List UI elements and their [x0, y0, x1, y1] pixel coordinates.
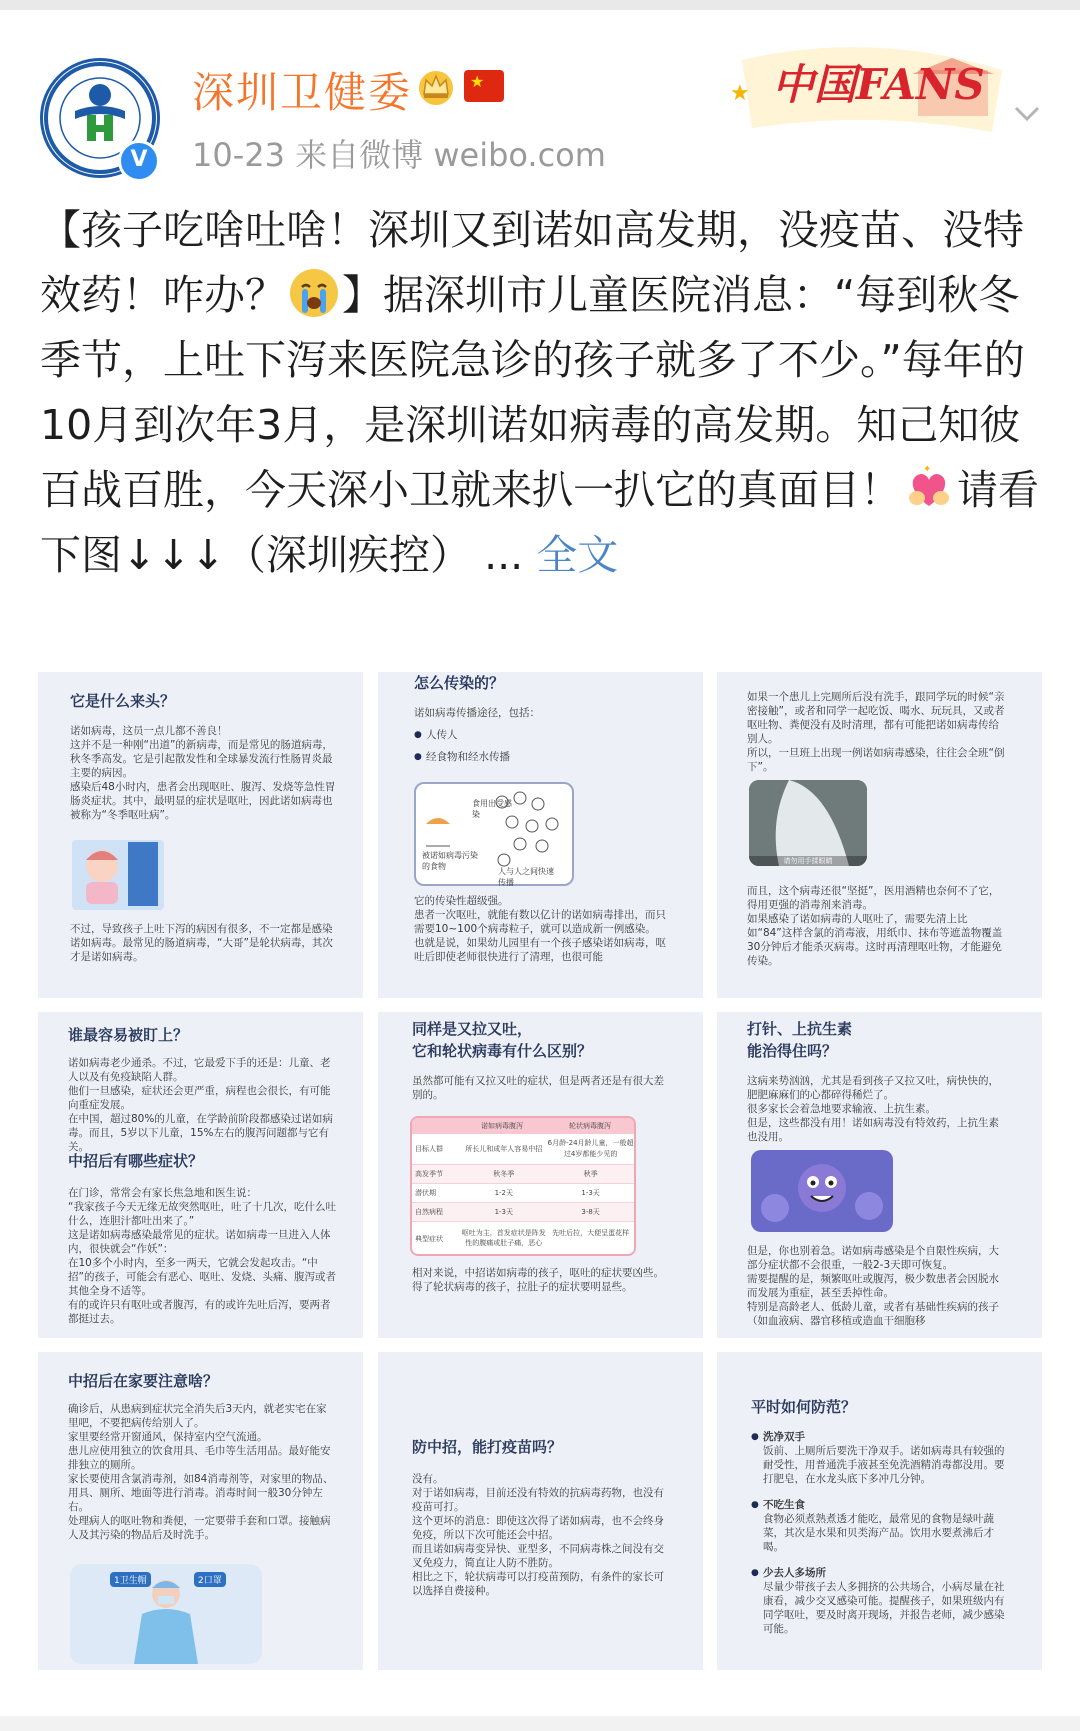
tile-text: 家里要经常开窗通风，保持室内空气流通。 — [68, 1431, 268, 1443]
table-cell: 3-8天 — [581, 1208, 600, 1216]
bottom-divider — [0, 1716, 1080, 1731]
table-cell: 秋季 — [583, 1170, 598, 1178]
tile-text: 也就是说，如果幼儿园里有一个孩子感染诺如病毒，呕吐后即使老师很快进行了清理，也很可能 — [414, 937, 666, 963]
bullet-item: ● 少去人多场所 — [751, 1566, 1009, 1580]
tile-text: 患者一次呕吐，就能有数以亿计的诺如病毒排出，而只需要10~100个病毒粒子，就可以造成新一例感染。 — [414, 909, 666, 935]
fans-badge[interactable] — [722, 40, 1012, 140]
diagram-label: 被诺如病毒污染的食物 — [422, 851, 478, 871]
doctor-figure-icon — [70, 1564, 262, 1664]
tile-body — [70, 922, 338, 964]
read-more-link[interactable]: 全文 — [536, 531, 619, 579]
table-row — [412, 1134, 634, 1165]
tile-title: 谁最容易被盯上？ — [68, 1026, 189, 1044]
post-text — [40, 198, 1040, 588]
tile-text: 而且，这个病毒还很“坚挺”，医用酒精也奈何不了它，得用更强的消毒剂来消毒。 — [747, 885, 1000, 911]
protective-gear-illustration — [70, 1564, 262, 1664]
tile-text: 确诊后，从患病到症状完全消失后3天内，就老实宅在家里吧，不要把病传给别人了。 — [68, 1403, 327, 1429]
table-header-cell: 诺如病毒腹泻 — [481, 1122, 523, 1130]
verified-badge-icon: V — [118, 140, 160, 182]
tile-text: 虽然都可能有又拉又吐的症状，但是两者还是有很大差别的。 — [412, 1075, 664, 1101]
image-tile-5[interactable] — [378, 1012, 703, 1338]
tile-title: 它是什么来头？ — [70, 692, 176, 710]
tile-body — [68, 1056, 336, 1154]
tile-text: 所以，一旦班上出现一例诺如病毒感染，往往会全班“倒下”。 — [747, 747, 1005, 773]
image-tile-3[interactable] — [717, 672, 1042, 998]
table-cell: 自然病程 — [415, 1208, 443, 1216]
tile-text: 没有。 — [412, 1473, 444, 1485]
table-cell: 秋冬季 — [493, 1170, 515, 1178]
post-text-part2: 】据深圳市儿童医院消息：“每到秋冬季节，上吐下泻来医院急诊的孩子就多了不少。”每年的10月到次年3月，是深圳诺如病毒的高发期。知己知彼百战百胜，今天深小卫就来扒一扒它的真面目！ — [40, 271, 1025, 514]
tile-title: 同样是又拉又吐， — [412, 1020, 533, 1038]
tile-text: 有的或许只有呕吐或者腹泻，有的或许先吐后泻，要两者都挺过去。 — [68, 1299, 331, 1325]
svg-text:✦: ✦ — [923, 464, 932, 475]
fans-badge-text: 中国FANS — [772, 60, 985, 109]
tile-text: 在中国，超过80%的儿童，在学龄前阶段都感染过诺如病毒。而且，5岁以下儿童，15%左右的腹泻问题都与它有关。 — [68, 1113, 333, 1153]
image-tile-4[interactable] — [38, 1012, 363, 1338]
table-cell: 所长儿和成年人容易中招 — [465, 1145, 543, 1153]
tile-body — [747, 884, 1009, 968]
tile-text: 他们一旦感染，症状还会更严重，病程也会很长，有可能向重症发展。 — [68, 1085, 331, 1111]
svg-text:★: ★ — [730, 81, 750, 106]
baby-illustration-icon — [72, 840, 164, 910]
post-meta: 10-23 来自微博 weibo.com — [192, 136, 606, 174]
bullet-item: ● 洗净双手 — [751, 1430, 1009, 1444]
bullet-item: ● 不吃生食 — [751, 1498, 1009, 1512]
table-cell: 先吐后拉，大便呈蛋花样 — [552, 1229, 630, 1237]
table-row — [412, 1203, 634, 1222]
bullet-item: ● 人传人 — [414, 728, 669, 742]
tile-body — [412, 1074, 670, 1102]
bullet-item: ● 经食物和经水传播 — [414, 750, 669, 764]
table-row — [412, 1222, 634, 1256]
transmission-diagram — [414, 782, 574, 886]
tile-title: 防中招，能打疫苗吗？ — [412, 1438, 563, 1456]
tile-text: 这是诺如病毒感染最常见的症状。诺如病毒一旦进入人体内，很快就会“作妖”： — [68, 1229, 331, 1255]
tile-text: 但是，这些都没有用！诺如病毒没有特效药，上抗生素也没用。 — [747, 1117, 999, 1143]
table-cell: 高发季节 — [415, 1170, 443, 1178]
post-text-part1: 【孩子吃啥吐啥！深圳又到诺如高发期，没疫苗、没特效药！咋办？ — [40, 206, 1024, 319]
tile-text: 这病来势汹汹，尤其是看到孩子又拉又吐，病快快的，肥肥麻麻们的心都碎得稀烂了。 — [747, 1075, 999, 1101]
tile-text: 诺如病毒传播途径，包括： — [414, 707, 540, 719]
photo-caption: 请勿用手揉眼睛 — [749, 856, 867, 866]
tile-text: 家长要使用含氯消毒剂，如84消毒剂等，对家里的物品、用具、厕所、地面等进行消毒。消毒时间一般30分钟左右。 — [68, 1473, 334, 1513]
tile-text: 特别是高龄老人、低龄儿童，或者有基础性疾病的孩子（如血液病、器官移植或造血干细胞移 — [747, 1301, 999, 1327]
photo-hand — [749, 780, 867, 866]
table-cell: 6月龄-24月龄儿童，一般超过4岁都能少见的 — [547, 1139, 634, 1158]
post-text-part3: 请看下图↓↓↓（深圳疾控） ... — [40, 466, 1039, 579]
tile-text: 这个更坏的消息：即使这次得了诺如病毒，也不会终身免疫，所以下次可能还会中招。 — [412, 1515, 664, 1541]
image-grid — [38, 672, 1042, 1684]
tile-text: 在门诊，常常会有家长焦急地和医生说： — [68, 1187, 257, 1199]
tile-text: 需要提醒的是，频繁呕吐或腹泻，极少数患者会因脱水而发展为重症，甚至丢掉性命。 — [747, 1273, 999, 1299]
table-row — [412, 1184, 634, 1203]
table-header — [412, 1118, 634, 1134]
tile-title: 中招后有哪些症状？ — [68, 1152, 204, 1170]
china-flag-icon[interactable]: ★ — [464, 70, 504, 102]
table-cell: 1-3天 — [494, 1208, 513, 1216]
tile-body — [747, 690, 1009, 774]
table-cell: 潜伏期 — [415, 1189, 436, 1197]
post-header — [0, 40, 1080, 180]
diagram-label: 食用出受感染 — [472, 799, 512, 819]
tile-text: 这并不是一种刚“出道”的新病毒，而是常见的肠道病毒，秋冬季高发。它是引起散发性和全球暴发流行性肠胃炎最主要的病因。 — [70, 739, 333, 779]
tile-text: 如果一个患儿上完厕所后没有洗手，跟同学玩的时候“亲密接触”，或者和同学一起吃饭、喝水、玩玩具，又或者呕吐物、粪便没有及时清理，都有可能把诺如病毒传给别人。 — [747, 691, 1005, 745]
tile-text: 诺如病毒老少通杀。不过，它最爱下手的还是：儿童、老人以及有免疫缺陷人群。 — [68, 1057, 331, 1083]
tile-body — [751, 1430, 1009, 1636]
tile-body — [414, 706, 669, 764]
diagram-label: 人与人之间快速传播 — [498, 867, 554, 887]
tile-title: 能治得住吗？ — [747, 1042, 838, 1060]
image-tile-9[interactable] — [717, 1352, 1042, 1670]
image-tile-1[interactable] — [38, 672, 363, 998]
tile-title: 打针、上抗生素 — [747, 1020, 853, 1038]
tile-body — [68, 1186, 336, 1326]
table-cell: 1-3天 — [581, 1189, 600, 1197]
tile-text: 得了轮状病毒的孩子，拉肚子的症状要明显些。 — [412, 1281, 633, 1293]
gear-tag: 1卫生帽 — [110, 1572, 151, 1587]
table-cell: 呕吐为主，首发症状是阵发性的腹痛或肚子痛，恶心 — [461, 1229, 546, 1247]
tile-title: 平时如何防范？ — [751, 1398, 857, 1416]
tile-body — [412, 1266, 670, 1294]
comparison-table — [410, 1116, 636, 1256]
chevron-down-icon[interactable] — [1012, 98, 1042, 128]
image-tile-2[interactable] — [378, 672, 703, 998]
tile-body — [414, 894, 670, 964]
tile-text: 感染后48小时内，患者会出现呕吐、腹泻、发烧等急性胃肠炎症状。其中，最明显的症状是呕吐，因此诺如病毒也被称为“冬季呕吐病”。 — [70, 781, 336, 821]
tile-text: 而且诺如病毒变异快、亚型多，不同病毒株之间没有交叉免疫力，简直让人防不胜防。 — [412, 1543, 664, 1569]
tile-text: 如果感染了诺如病毒的人呕吐了，需要先清上比如“84”这样含氯的消毒液，用纸巾、抹布等遮盖物覆盖30分钟后才能杀灭病毒。这时再清理呕吐物，才能避免传染。 — [747, 913, 1003, 967]
tile-title: 它和轮状病毒有什么区别？ — [412, 1042, 593, 1060]
tile-text: 处理病人的呕吐物和粪便，一定要带手套和口罩。接触病人及其污染的物品后及时洗手。 — [68, 1515, 331, 1541]
crying-face-icon — [290, 269, 338, 317]
tile-body — [412, 1472, 670, 1598]
account-name[interactable]: 深圳卫健委 — [192, 68, 413, 117]
table-row — [412, 1165, 634, 1184]
tile-title: 怎么传染的？ — [414, 674, 505, 692]
tile-text: 患儿应使用独立的饮食用具、毛巾等生活用品。最好能安排独立的厕所。 — [68, 1445, 331, 1471]
tile-body — [747, 1074, 1009, 1144]
image-tile-8[interactable] — [378, 1352, 703, 1670]
heart-hands-icon — [905, 464, 953, 512]
tile-text: 不过，导致孩子上吐下泻的病因有很多，不一定都是感染诺如病毒。最常见的肠道病毒，“大哥”是轮状病毒，其次才是诺如病毒。 — [70, 923, 333, 963]
gear-tag: 2口罩 — [194, 1572, 226, 1587]
tile-text: 诺如病毒，这员一点儿都不善良！ — [70, 725, 228, 737]
tile-text: 在10多个小时内，至多一两天，它就会发起攻击。“中招”的孩子，可能会有恶心、呕吐、发烧、头痛、腹泻或者其他全身不适等。 — [68, 1257, 336, 1297]
table-cell: 典型症状 — [415, 1235, 443, 1243]
tile-title: 中招后在家要注意啥？ — [68, 1372, 219, 1390]
table-cell: 1-2天 — [494, 1189, 513, 1197]
tile-text: 它的传染性超级强。 — [414, 895, 509, 907]
table-header-cell: 轮状病毒腹泻 — [569, 1122, 611, 1130]
tile-text: 相对来说，中招诺如病毒的孩子，呕吐的症状要凶些。 — [412, 1267, 664, 1279]
image-tile-7[interactable] — [38, 1352, 363, 1670]
tile-text: “我家孩子今天无缘无故突然呕吐，吐了十几次，吃什么吐什么，连胆汁都吐出来了。” — [68, 1201, 336, 1227]
table-cell: 目标人群 — [415, 1145, 443, 1153]
tile-text: 很多家长会着急地要求输液、上抗生素。 — [747, 1103, 936, 1115]
top-divider — [0, 0, 1080, 10]
tile-body — [747, 1244, 1009, 1328]
hand-photo-icon — [749, 780, 867, 866]
tile-text: 相比之下，轮状病毒可以打疫苗预防，有条件的家长可以选择自费接种。 — [412, 1571, 664, 1597]
tile-text: 尽量少带孩子去人多拥挤的公共场合，小病尽量在社康看，减少交叉感染可能。提醒孩子，如果班级内有同学呕吐，要及时离开现场，并报告老师，减少感染可能。 — [763, 1581, 1005, 1635]
tile-body — [70, 724, 338, 822]
crown-badge-icon[interactable] — [414, 66, 458, 106]
virus-cartoon-icon — [751, 1150, 893, 1232]
tile-text: 但是，你也别着急。诺如病毒感染是个自限性疾病，大部分症状都不会很重，一般2-3天即可恢复。 — [747, 1245, 999, 1271]
tile-body — [68, 1402, 336, 1542]
image-tile-6[interactable] — [717, 1012, 1042, 1338]
tile-text: 饭前、上厕所后要洗干净双手。诺如病毒具有较强的耐受性，用普通洗手液甚至免洗酒精消毒都没用。要打肥皂，在水龙头底下多冲几分钟。 — [763, 1445, 1005, 1485]
tile-text: 食物必须煮熟煮透才能吃，最常见的食物是绿叶蔬菜，其次是水果和贝类海产品。饮用水要煮沸后才喝。 — [763, 1513, 994, 1553]
tile-text: 对于诺如病毒，目前还没有特效的抗病毒药物，也没有疫苗可打。 — [412, 1487, 664, 1513]
